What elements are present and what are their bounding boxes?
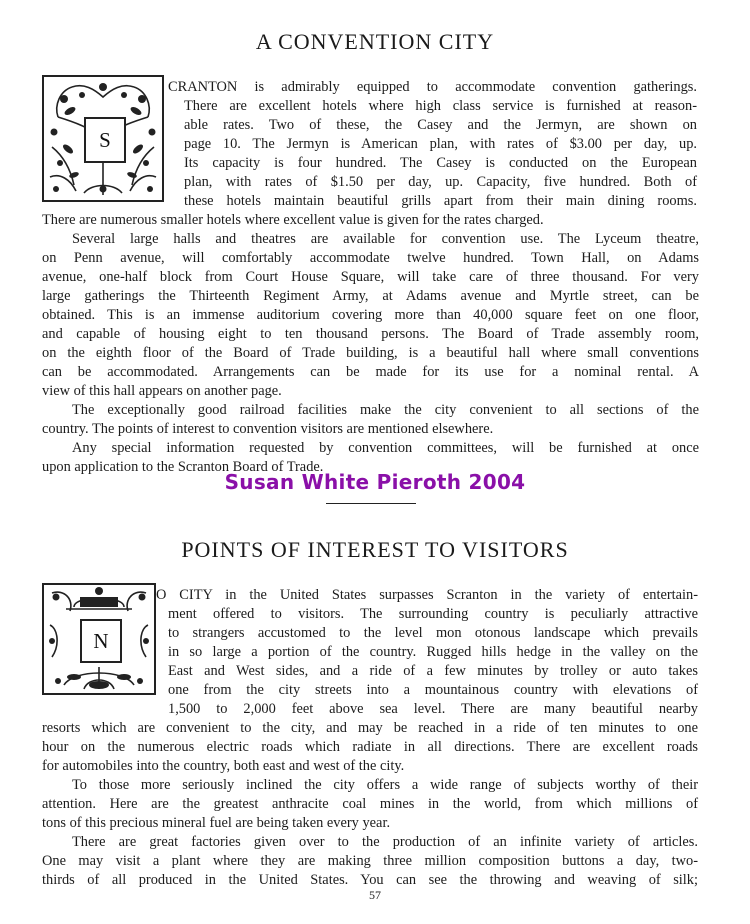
initial-letter: S	[84, 117, 126, 163]
text-line: resorts which are convenient to the city, and may be reached in a ride of ten minutes to one	[42, 720, 698, 736]
text-line: upon application to the Scranton Board of Trade.	[42, 459, 324, 475]
text-line: To those more seriously inclined the city offers a wide range of subjects worthy of their	[72, 777, 698, 793]
text-line: attention. Here are the greatest anthracite coal mines in the world, from which millions of	[42, 796, 698, 812]
text-line: these hotels maintain beautiful grills apart from their main dining rooms.	[184, 193, 697, 209]
text-line: able rates. Two of these, the Casey and the Jermyn, are shown on	[184, 117, 697, 133]
text-line: O CITY in the United States surpasses Scranton in the variety of entertain-	[156, 587, 698, 603]
text-line: plan, with rates of $1.50 per day, up. Capacity, five hundred. Both of	[184, 174, 697, 190]
text-line: 1,500 to 2,000 feet above sea level. There are many beautiful nearby	[168, 701, 698, 717]
text-line: on the eighth floor of the Board of Trade building, is a beautiful hall where small conventions	[42, 345, 699, 361]
section-heading-convention-city: A CONVENTION CITY	[255, 29, 495, 54]
text-line: can be accommodated. Arrangements can be made for its use for a nominal rental. A	[42, 364, 699, 380]
text-line: Its capacity is four hundred. The Casey is conducted on the European	[184, 155, 697, 171]
text-line: One may visit a plant where they are making three million composition buttons a day, two-	[42, 853, 698, 869]
text-line: ment offered to visitors. The surrounding country is peculiarly attractive	[168, 606, 698, 622]
initial-letter: N	[80, 619, 122, 663]
text-line: one from the city streets into a mountainous country with elevations of	[168, 682, 698, 698]
text-line: East and West sides, and a ride of a few minutes by trolley or auto takes	[168, 663, 698, 679]
decorated-initial-s	[42, 75, 164, 202]
text-line: view of this hall appears on another page.	[42, 383, 282, 399]
section-divider	[326, 503, 416, 504]
text-line: There are numerous smaller hotels where excellent value is given for the rates charged.	[42, 212, 544, 228]
decorated-initial-n	[42, 583, 156, 695]
text-line: on Penn avenue, will comfortably accommodate twelve hundred. Town Hall, on Adams	[42, 250, 699, 266]
text-line: country. The points of interest to convention visitors are mentioned elsewhere.	[42, 421, 494, 437]
text-line: hour on the numerous electric roads which radiate in all directions. There are excellent roads	[42, 739, 698, 755]
section-heading-points-of-interest: POINTS OF INTEREST TO VISITORS	[181, 537, 569, 562]
text-line: Several large halls and theatres are available for convention use. The Lyceum theatre,	[72, 231, 699, 247]
text-line: obtained. This is an immense auditorium covering more than 40,000 square feet on one floor,	[42, 307, 699, 323]
watermark-credit: Susan White Pieroth 2004	[224, 470, 526, 494]
text-line: There are great factories given over to the production of an infinite variety of articles.	[72, 834, 698, 850]
text-line: large gatherings the Thirteenth Regiment Army, at Adams avenue and Myrtle street, can be	[42, 288, 699, 304]
text-line: Any special information requested by convention committees, will be furnished at once	[72, 440, 699, 456]
text-line: The exceptionally good railroad facilities make the city convenient to all sections of the	[72, 402, 699, 418]
text-line: for automobiles into the country, both east and west of the city.	[42, 758, 405, 774]
text-line: avenue, one-half block from Court House Square, will take care of three thousand. For very	[42, 269, 699, 285]
page-number: 57	[369, 888, 381, 902]
text-line: page 10. The Jermyn is American plan, with rates of $3.00 per day, up.	[184, 136, 697, 152]
text-line: tons of this precious mineral fuel are being taken every year.	[42, 815, 391, 831]
text-line: There are excellent hotels where high class service is furnished at reason-	[184, 98, 697, 114]
text-line: thirds of all produced in the United States. You can see the throwing and weaving of silk;	[42, 872, 698, 888]
text-line: and capable of housing eight to ten thousand persons. The Board of Trade assembly room,	[42, 326, 699, 342]
text-line: CRANTON is admirably equipped to accommodate convention gatherings.	[168, 79, 697, 95]
text-line: in so large a portion of the country. Rugged hills hedge in the valley on the	[168, 644, 698, 660]
text-line: to strangers accustomed to the level mon otonous landscape which prevails	[168, 625, 698, 641]
